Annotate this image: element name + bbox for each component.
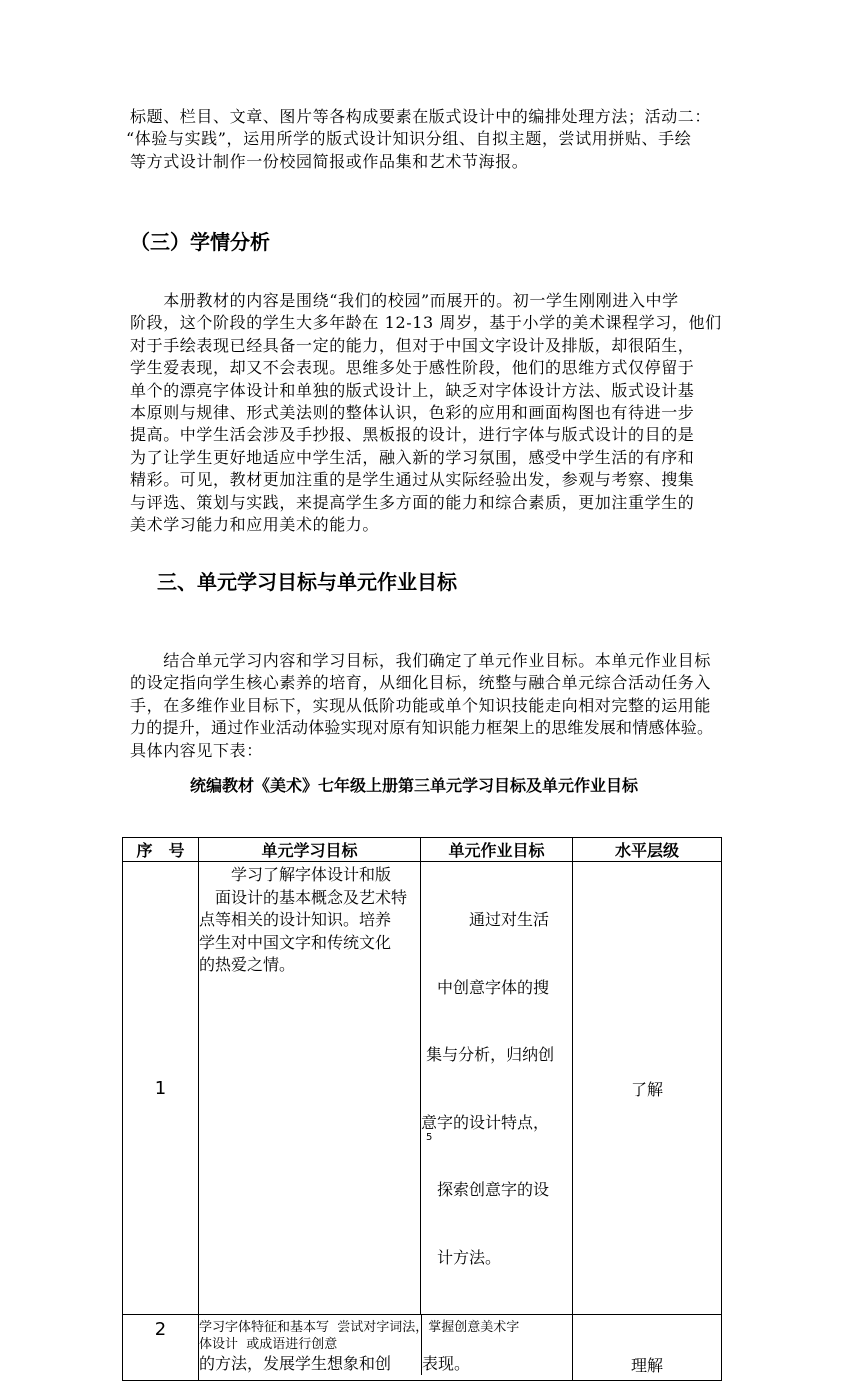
text-line: 力的提升，通过作业活动体验实现对原有知识能力框架上的思维发展和情感体验。: [130, 718, 714, 738]
cell-line: 学习字体特征和基本写 尝试对字词法，掌握创意美术字: [199, 1320, 520, 1335]
text-line: 提高。中学生活会涉及手抄报、黑板报的设计，进行字体与版式设计的目的是: [130, 425, 695, 445]
homework-goal-cell: [421, 862, 573, 1315]
learning-homework-merged-cell: [199, 1315, 573, 1381]
column-divider: [421, 1315, 422, 1355]
cell-line: 集与分析，归纳创: [421, 1045, 555, 1064]
header-number: 序 号: [123, 838, 199, 862]
text-line: 与评选、策划与实践，来提高学生多方面的能力和综合素质，更加注重学生的: [130, 492, 695, 512]
text-line: 等方式设计制作一份校园简报或作品集和艺术节海报。: [130, 151, 529, 171]
text-line: 为了让学生更好地适应中学生活，融入新的学习氛围，感受中学生活的有序和: [130, 447, 695, 467]
cell-line: 学习了解字体设计和版: [199, 865, 392, 884]
cell-line: 面设计的基本概念及艺术特: [199, 887, 408, 907]
text-line: 美术学习能力和应用美术的能力。: [130, 515, 380, 535]
table-row: [123, 1315, 722, 1381]
learner-analysis-paragraph: [130, 290, 760, 536]
cell-line: 学生对中国文字和传统文化: [199, 932, 392, 952]
cell-line: 计方法。: [421, 1247, 502, 1267]
text-line: 具体内容见下表：: [130, 740, 263, 760]
level-text: 理解: [630, 1356, 663, 1375]
text-line: 标题、栏目、文章、图片等各构成要素在版式设计中的编排处理方法；活动二：: [130, 107, 712, 126]
cell-line: 通过对生活: [421, 910, 550, 929]
text-line: 的设定指向学生核心素养的培育，从细化目标，统整与融合单元综合活动任务入: [130, 673, 712, 693]
cell-line: 体设计 或成语进行创意: [199, 1337, 338, 1352]
cell-line: 中创意字体的搜: [421, 977, 550, 997]
text-line: 手，在多维作业目标下，实现从低阶功能或单个知识技能走向相对完整的运用能: [130, 695, 712, 715]
header-learning-goal: 单元学习目标: [199, 838, 421, 862]
cell-line: 意字的设计特点，: [421, 1112, 550, 1132]
text-line: 本原则与规律、形式美法则的整体认识，色彩的应用和画面构图也有待进一步: [130, 403, 695, 423]
text-line: 学生爱表现，却又不会表现。思维多处于感性阶段，他们的思维方式仅停留于: [130, 358, 695, 378]
cell-line: 探索创意字的设: [421, 1180, 550, 1199]
table-header-row: [123, 838, 722, 862]
intro-paragraph: [126, 106, 760, 173]
table-caption: 统编教材《美术》七年级上册第三单元学习目标及单元作业目标: [190, 776, 639, 795]
text-line: 精彩。可见，教材更加注重的是学生通过从实际经验出发，参观与考察、搜集: [130, 470, 695, 490]
text-line: 单个的漂亮字体设计和单独的版式设计上，缺乏对字体设计方法、版式设计基: [130, 380, 695, 400]
page-number: 5: [426, 1132, 433, 1143]
level-cell: 了解: [573, 862, 722, 1315]
text-line: 结合单元学习内容和学习目标，我们确定了单元作业目标。本单元作业目标: [130, 651, 712, 670]
level-cell: [573, 1315, 722, 1381]
section-heading-learner-analysis: （三）学情分析: [130, 230, 270, 254]
header-level: 水平层级: [573, 838, 722, 862]
header-homework-goal: 单元作业目标: [421, 838, 573, 862]
text-line: “体验与实践”，运用所学的版式设计知识分组、自拟主题，尝试用拼贴、手绘: [126, 129, 692, 149]
unit-goals-paragraph: [130, 650, 760, 762]
row-number-text: 2: [154, 1319, 167, 1340]
unit-goals-table: [122, 837, 722, 1381]
cell-line: 点等相关的设计知识。培养: [199, 910, 392, 929]
row-number: [123, 1315, 199, 1381]
row-number: 1: [123, 862, 199, 1315]
table-row: [123, 862, 722, 1315]
learning-goal-cell: [199, 862, 421, 1315]
text-line: 本册教材的内容是围绕“我们的校园”而展开的。初一学生刚刚进入中学: [130, 291, 679, 310]
text-line: 对于手绘表现已经具备一定的能力，但对于中国文字设计及排版，却很陌生，: [130, 335, 695, 355]
text-line: 阶段，这个阶段的学生大多年龄在 12-13 周岁，基于小学的美术课程学习，他们: [130, 313, 722, 333]
part-heading-unit-goals: 三、单元学习目标与单元作业目标: [157, 570, 457, 594]
cell-line: 的方法，发展学生想象和创: [199, 1354, 392, 1373]
cell-line: 的热爱之情。: [199, 955, 296, 974]
cell-line: 表现。: [422, 1354, 471, 1373]
